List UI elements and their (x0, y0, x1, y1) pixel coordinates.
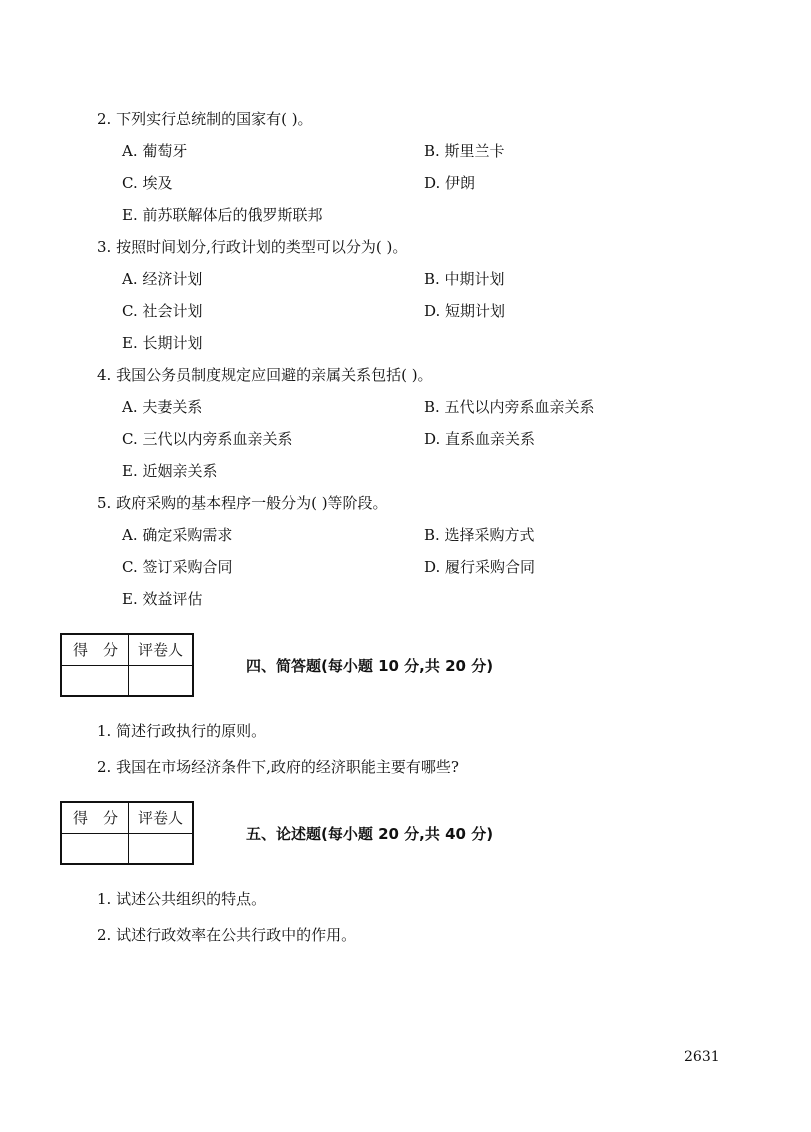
score-header: 得 分 (72, 641, 118, 659)
question-4-option-d: D. 直系血亲关系 (424, 430, 536, 448)
question-5-stem: 5. 政府采购的基本程序一般分为( )等阶段。 (97, 494, 388, 512)
question-2-option-a: A. 葡萄牙 (122, 142, 188, 160)
question-2-option-b: B. 斯里兰卡 (424, 142, 505, 160)
question-2-option-d: D. 伊朗 (424, 174, 476, 192)
question-3-option-a: A. 经济计划 (122, 270, 203, 288)
question-4-option-a: A. 夫妻关系 (122, 398, 203, 416)
question-5-option-d: D. 履行采购合同 (424, 558, 536, 576)
question-4-stem: 4. 我国公务员制度规定应回避的亲属关系包括( )。 (97, 366, 433, 384)
question-4-option-c: C. 三代以内旁系血亲关系 (122, 430, 293, 448)
question-3-stem: 3. 按照时间划分,行政计划的类型可以分为( )。 (97, 238, 408, 256)
score-header: 得 分 (72, 809, 118, 827)
grader-header: 评卷人 (137, 641, 183, 659)
question-2-stem: 2. 下列实行总统制的国家有( )。 (97, 110, 313, 128)
grader-header: 评卷人 (137, 809, 183, 827)
question-3-option-b: B. 中期计划 (424, 270, 505, 288)
question-3-option-e: E. 长期计划 (122, 334, 203, 352)
section-5-item-2: 2. 试述行政效率在公共行政中的作用。 (97, 926, 357, 944)
question-3-option-c: C. 社会计划 (122, 302, 203, 320)
question-5-option-c: C. 签订采购合同 (122, 558, 233, 576)
page-number: 2631 (684, 1049, 720, 1065)
score-box-section-4 (60, 633, 194, 697)
score-box-row-divider (62, 833, 192, 834)
question-4-option-e: E. 近姻亲关系 (122, 462, 218, 480)
section-4-item-1: 1. 简述行政执行的原则。 (97, 722, 267, 740)
section-5-item-1: 1. 试述公共组织的特点。 (97, 890, 267, 908)
question-3-option-d: D. 短期计划 (424, 302, 506, 320)
question-4-option-b: B. 五代以内旁系血亲关系 (424, 398, 595, 416)
question-5-option-e: E. 效益评估 (122, 590, 203, 608)
score-box-row-divider (62, 665, 192, 666)
question-5-option-b: B. 选择采购方式 (424, 526, 535, 544)
section-4-title: 四、简答题(每小题 10 分,共 20 分) (246, 657, 494, 675)
score-box-section-5 (60, 801, 194, 865)
question-5-option-a: A. 确定采购需求 (122, 526, 233, 544)
section-5-title: 五、论述题(每小题 20 分,共 40 分) (246, 825, 494, 843)
section-4-item-2: 2. 我国在市场经济条件下,政府的经济职能主要有哪些? (97, 758, 459, 776)
question-2-option-c: C. 埃及 (122, 174, 173, 192)
question-2-option-e: E. 前苏联解体后的俄罗斯联邦 (122, 206, 323, 224)
